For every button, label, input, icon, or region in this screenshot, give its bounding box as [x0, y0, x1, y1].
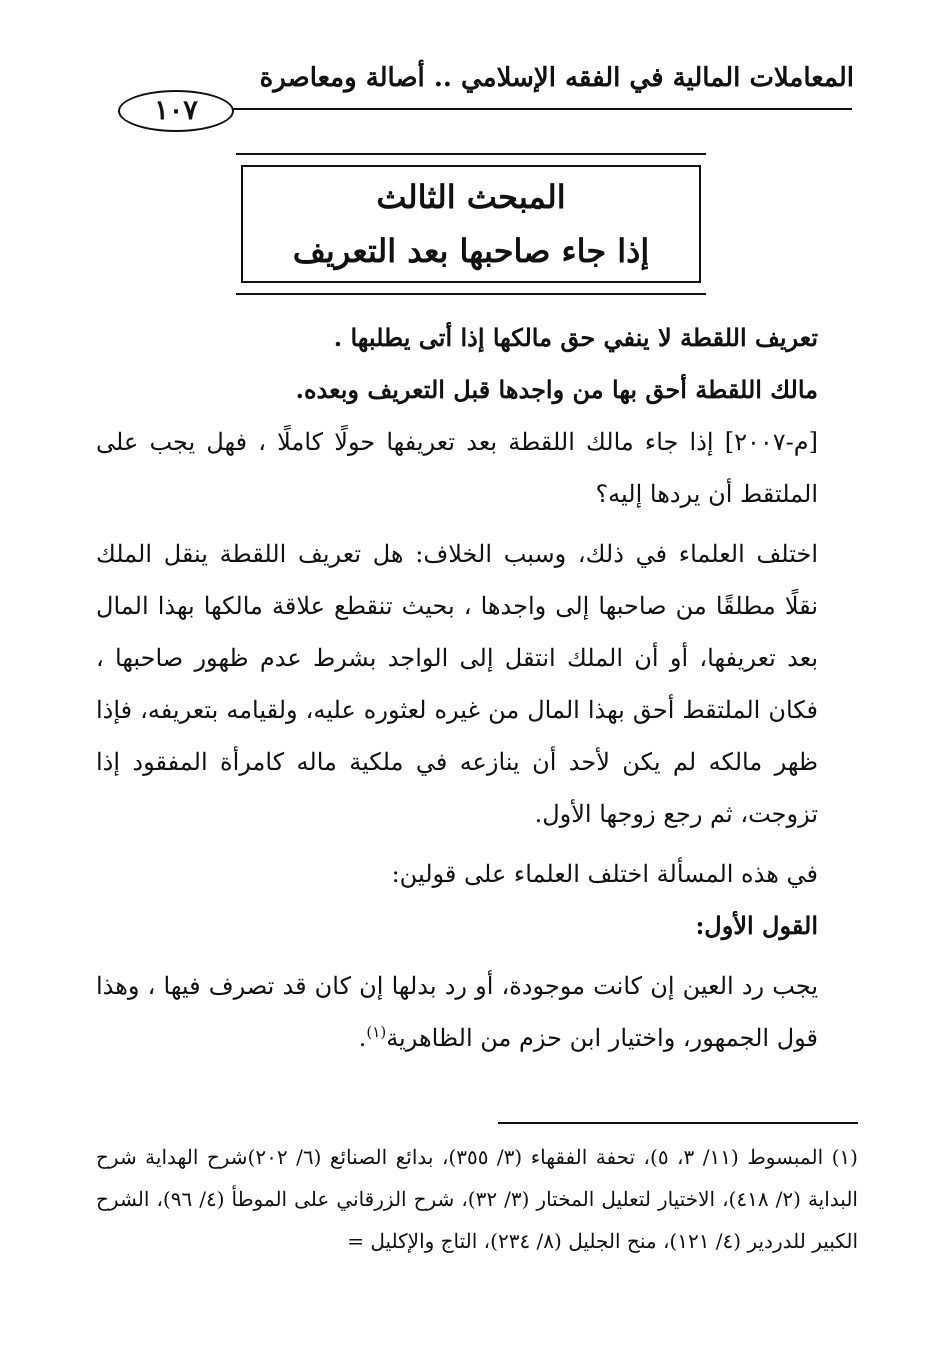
- section-heading: المبحث الثالث: [376, 178, 566, 216]
- footnote-1: (١) المبسوط (١١/ ٣، ٥)، تحفة الفقهاء (٣/ ٣٥٥)، بدائع الصنائع (٦/ ٢٠٢)شرح الهداية شرح البداية (٢/ ٤١٨)، الاختيار لتعليل المختار (٣/ ٣٢)، شرح الزرقاني على الموطأ (٤/ ٩٦)، الشرح الكبير للدردير (٤/ ١٢١)، منح الجليل (٨/ ٢٣٤)، التاج والإكليل =: [96, 1145, 858, 1253]
- first-opinion-text: يجب رد العين إن كانت موجودة، أو رد بدلها إن كان قد تصرف فيها ، وهذا قول الجمهور، واختيار ابن حزم من الظاهرية: [96, 972, 818, 1052]
- issue-paragraph: [م-٢٠٠٧] إذا جاء مالك اللقطة بعد تعريفها حولًا كاملًا ، فهل يجب على الملتقط أن يردها إليه؟: [96, 428, 818, 508]
- body-text: [96, 312, 858, 1064]
- opinions-intro: في هذه المسألة اختلف العلماء على قولين:: [391, 860, 818, 888]
- footnote-marker[interactable]: (١): [366, 1023, 387, 1041]
- page-number: ١٠٧: [118, 90, 234, 132]
- footnote-rule: [498, 1122, 858, 1124]
- running-header: المعاملات المالية في الفقه الإسلامي .. أصالة ومعاصرة: [259, 63, 854, 93]
- first-opinion-heading: القول الأول:: [695, 911, 818, 940]
- summary-line-2: مالك اللقطة أحق بها من واجدها قبل التعريف وبعده.: [295, 375, 818, 404]
- summary-line-1: تعريف اللقطة لا ينفي حق مالكها إذا أتى يطلبها .: [333, 323, 818, 352]
- section-subheading: إذا جاء صاحبها بعد التعريف: [292, 232, 650, 270]
- disagreement-paragraph: اختلف العلماء في ذلك، وسبب الخلاف: هل تعريف اللقطة ينقل الملك نقلًا مطلقًا من صاحبها إلى واجدها ، بحيث تنقطع علاقة مالكها بهذا المال بعد تعريفها، أو أن الملك انتقل إلى الواجد بشرط عدم ظهور صاحبها ، فكان الملتقط أحق بهذا المال من غيره لعثوره عليه، ولقيامه بتعريفه، فإذا ظهر مالكه لم يكن لأحد أن ينازعه في ملكية ماله كامرأة المفقود إذا تزوجت، ثم رجع زوجها الأول.: [96, 540, 818, 828]
- first-opinion-paragraph: [96, 960, 858, 1064]
- section-title-frame: [236, 153, 706, 295]
- header-rule: [230, 108, 852, 110]
- section-title-box: [241, 165, 701, 283]
- first-opinion-end: .: [358, 1024, 367, 1052]
